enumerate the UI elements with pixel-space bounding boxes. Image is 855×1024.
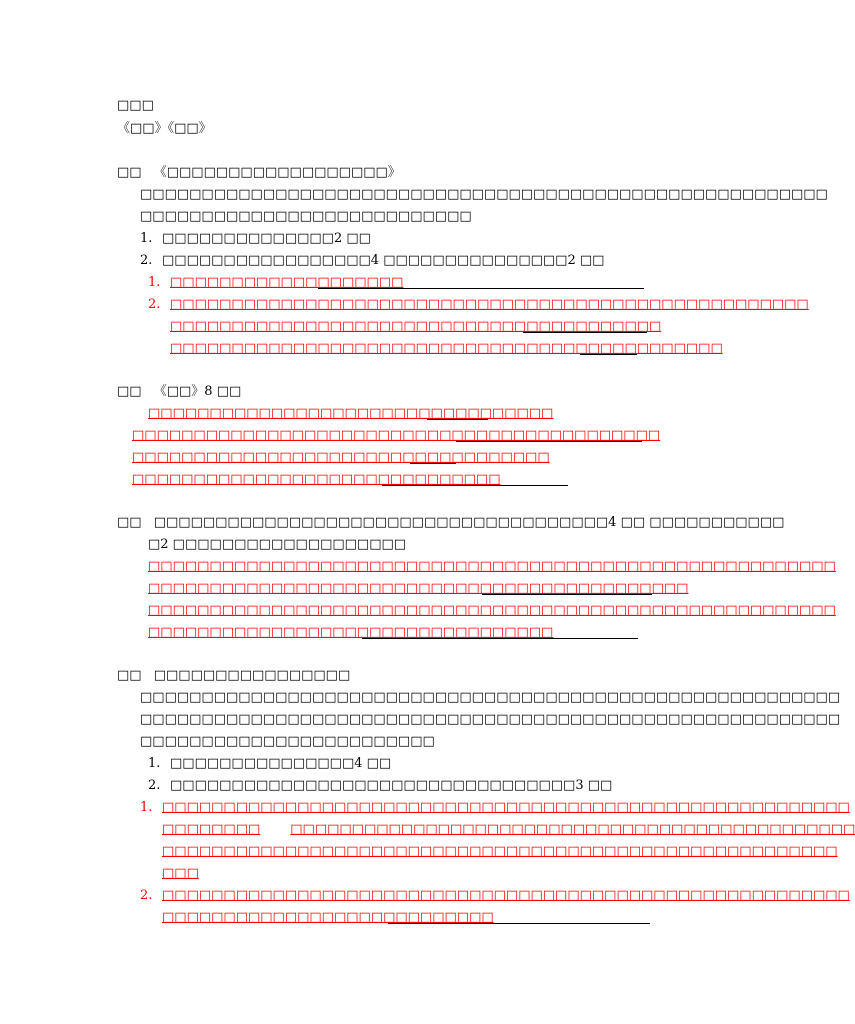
section-one-question-2: 2. □□□□□□□□□□□□□□□□□4 □□□□□□□□□□□□□□□2 □□ — [140, 253, 605, 268]
section-two-answer-line: □□□□□□□□□□□□□□□□□□□□□□□□□□□□□□□□□□ — [132, 450, 550, 465]
answer-continuation: □□□ — [162, 866, 199, 881]
section-three-question — [117, 512, 784, 534]
section-one-label: □□ — [117, 165, 142, 180]
answer-number: 1. — [140, 800, 153, 815]
question-text: □□□□□□□□□□□□□□2 □□ — [162, 231, 371, 246]
section-one-answer-2 — [148, 294, 809, 316]
blank-line — [382, 485, 568, 486]
section-one-intro-line: □□□□□□□□□□□□□□□□□□□□□□□□□□□□□□□□□□□□□□□□□□□□□□□□□□□□□□□□ — [140, 187, 828, 202]
section-four-question-1: 1. □□□□□□□□□□□□□□□4 □□ — [148, 756, 392, 771]
section-four-intro-line: □□□□□□□□□□□□□□□□□□□□□□□□□□□□□□□□□□□□□□□□□□□□□□□□□□□□□□□□□ — [140, 712, 841, 727]
answer-continuation: □□□□□□□□□□□□□□□□□□□□□□□□□□□ — [162, 910, 494, 925]
answer-text: □□□□□□□□ — [162, 822, 261, 837]
section-two-label: □□ — [117, 384, 142, 399]
blank-line — [362, 638, 638, 639]
section-three-answer-line: □□□□□□□□□□□□□□□□□□□□□□□□□□□□□□□□□ — [148, 625, 554, 640]
question-text: □□□□□□□□□□□□□□□4 □□ — [170, 756, 392, 771]
question-text: □□□□□□□□□□□□□□□□□□□□□□□□□□□□□□□□□3 □□ — [170, 778, 613, 793]
answer-continuation: □□□□□□□□□□□□□□□□□□□□□□□□□□□□□□□□□□□□□□□□□□□□□ — [170, 341, 723, 356]
section-four-intro-line: □□□□□□□□□□□□□□□□□□□□□□□□□□□□□□□□□□□□□□□□□□□□□□□□□□□□□□□□□ — [140, 690, 841, 705]
section-four-answer-2 — [140, 885, 850, 907]
document-title: □□□ — [117, 98, 154, 113]
blank-line — [456, 441, 642, 442]
blank-line — [482, 594, 652, 595]
answer-text: □□□□□□□□□□□□□□□□□□□□□□□□□□□□□□□□□□□□□□□□□□□□□□ — [290, 822, 855, 837]
section-four-label: □□ — [117, 668, 142, 683]
section-three-label: □□ — [117, 515, 142, 530]
section-four-question-2: 2. □□□□□□□□□□□□□□□□□□□□□□□□□□□□□□□□□3 □□ — [148, 778, 613, 793]
blank-line — [318, 288, 644, 289]
section-two-title: 《□□》8 □□ — [153, 384, 242, 399]
section-two-heading — [117, 381, 241, 403]
question-text: □□□□□□□□□□□□□□□□□4 □□□□□□□□□□□□□□□2 □□ — [162, 253, 605, 268]
answer-text: □□□□□□□□□□□□□□□□□□□□□□□□□□□□□□□□□□□□□□□□□□□□□□□□□□□□□□□□ — [162, 888, 850, 903]
answer-number: 2. — [148, 297, 161, 312]
section-four-heading — [117, 665, 350, 687]
blank-line — [427, 419, 488, 420]
answer-continuation: □□□□□□□□□□□□□□□□□□□□□□□□□□□□□□□□□□□□□□□□ — [170, 319, 662, 334]
answer-continuation — [162, 819, 855, 841]
blank-line — [580, 354, 637, 355]
section-two-answer-line: □□□□□□□□□□□□□□□□□□□□□□□□□□□□□□ — [132, 472, 501, 487]
section-two-answer-line: □□□□□□□□□□□□□□□□□□□□□□□□□□□□□□□□□ — [148, 406, 554, 421]
answer-number: 2. — [140, 888, 153, 903]
section-three-answer-line: □□□□□□□□□□□□□□□□□□□□□□□□□□□□□□□□□□□□□□□□□□□□□□□□□□□□□□□□ — [148, 603, 836, 618]
answer-text: □□□□□□□□□□□□□□□□□□□□□□□□□□□□□□□□□□□□□□□□□□□□□□□□□□□□□□□□ — [162, 800, 850, 815]
blank-line — [523, 332, 647, 333]
section-four-answer-1 — [140, 797, 850, 819]
section-one-answer-1 — [148, 272, 403, 294]
section-three-answer-line: □□□□□□□□□□□□□□□□□□□□□□□□□□□□□□□□□□□□□□□□□□□□□□□□□□□□□□□□ — [148, 559, 836, 574]
section-three-answer-line: □□□□□□□□□□□□□□□□□□□□□□□□□□□□□□□□□□□□□□□□□□□□ — [148, 581, 689, 596]
section-two-answer-line: □□□□□□□□□□□□□□□□□□□□□□□□□□□□□□□□□□□□□□□□□□□ — [132, 428, 661, 443]
section-one-intro-line: □□□□□□□□□□□□□□□□□□□□□□□□□□□ — [140, 209, 472, 224]
section-one-title: 《□□□□□□□□□□□□□□□□□□》 — [153, 165, 401, 180]
answer-text: □□□□□□□□□□□□□□□□□□□□□□□□□□□□□□□□□□□□□□□□□□□□□□□□□□□□ — [170, 297, 809, 312]
section-one-heading — [117, 162, 401, 184]
blank-line — [410, 463, 456, 464]
question-continuation: □2 □□□□□□□□□□□□□□□□□□□ — [148, 537, 407, 552]
document-subtitle: 《□□》《□□》 — [117, 121, 212, 136]
section-four-intro-line: □□□□□□□□□□□□□□□□□□□□□□□□ — [140, 734, 435, 749]
answer-text: □□□□□□□□□□□□□□□□□□□ — [170, 275, 404, 290]
section-one-question-1: 1. □□□□□□□□□□□□□□2 □□ — [140, 231, 371, 246]
section-four-title: □□□□□□□□□□□□□□□□ — [153, 668, 351, 683]
blank-line — [388, 923, 650, 924]
question-text: □□□□□□□□□□□□□□□□□□□□□□□□□□□□□□□□□□□□□4 □□ □□□□□□□□□□□ — [153, 515, 785, 530]
answer-continuation: □□□□□□□□□□□□□□□□□□□□□□□□□□□□□□□□□□□□□□□□□□□□□□□□□□□□□□□ — [162, 844, 838, 859]
answer-number: 1. — [148, 275, 161, 290]
